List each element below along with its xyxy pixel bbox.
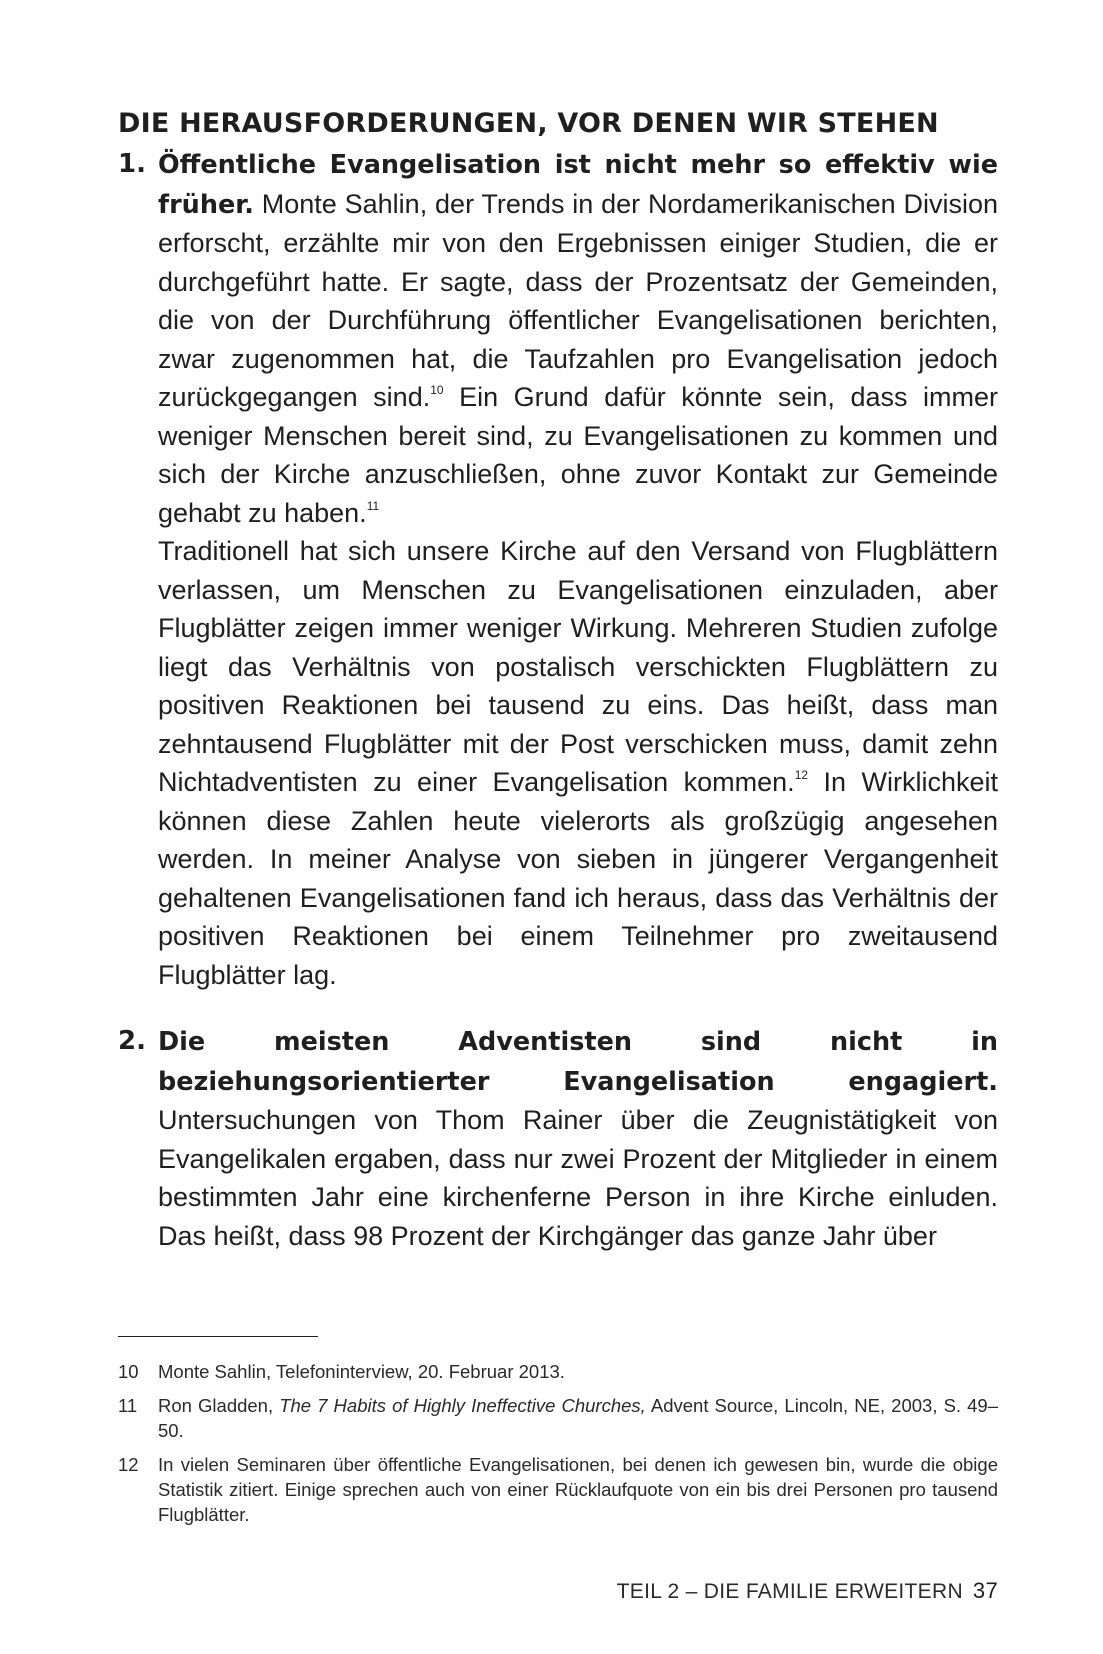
footnote-number: 12	[118, 1454, 139, 1475]
footnote-ref[interactable]: 10	[430, 383, 444, 397]
footnote-text	[158, 1393, 998, 1443]
list-item-number: 1.	[118, 149, 146, 179]
footnote-number: 11	[118, 1395, 138, 1416]
paragraph	[158, 532, 998, 994]
running-head: TEIL 2 – DIE FAMILIE ERWEITERN	[616, 1580, 963, 1603]
page-number: 37	[972, 1578, 998, 1603]
paragraph-text: Monte Sahlin, der Trends in der Nordamerikanischen Division erforscht, erzählte mir von den Ergebnissen einiger Studien, die er durchgeführt hatte. Er sagte, dass der Prozentsatz der Gemeinden, die von der Durchführung öffentlicher Evangelisationen berichten, zwar zugenommen hat, die Taufzahlen pro Evangelisation jedoch zurückgegangen sind.	[158, 188, 998, 412]
footnote-ref[interactable]: 12	[794, 768, 809, 782]
footnote-ref[interactable]: 11	[366, 498, 380, 513]
list-item-1	[118, 145, 998, 994]
list-item-body	[158, 1022, 998, 1255]
paragraph	[158, 145, 998, 532]
footnote-text-part: Advent Source, Lincoln, NE, 2003, S. 49–50.	[158, 1395, 998, 1441]
list-item-number: 2.	[118, 1026, 146, 1056]
section-heading: DIE HERAUSFORDERUNGEN, VOR DENEN WIR STEHEN	[118, 108, 939, 139]
paragraph-text: Untersuchungen von Thom Rainer über die Zeugnistätigkeit von Evangelikalen ergaben, dass nur zwei Prozent der Mitglieder in einem bestimmten Jahr eine kirchenferne Person in ihre Kirche einluden. Das heißt, dass 98 Prozent der Kirchgänger das ganze Jahr über	[158, 1105, 998, 1251]
book-title: The 7 Habits of Highly Ineffective Churches,	[279, 1395, 646, 1416]
list-item-lead: Öffentliche Evangelisation ist nicht mehr so effektiv wie früher.	[158, 150, 998, 220]
footnote	[118, 1452, 998, 1527]
footnote-number: 10	[118, 1361, 139, 1382]
footnote	[118, 1359, 998, 1384]
footnotes	[118, 1359, 998, 1536]
paragraph-text: Traditionell hat sich unsere Kirche auf den Versand von Flugblättern verlassen, um Menschen zu Evangelisationen einzuladen, aber Flugblätter zeigen immer weniger Wirkung. Mehreren Studien zufolge liegt das Verhältnis von postalisch verschickten Flugblättern zu positiven Reaktionen bei tausend zu eins. Das heißt, dass man zehntausend Flugblätter mit der Post verschicken muss, damit zehn Nichtadventisten zu einer Evangelisation kommen.	[158, 536, 998, 797]
list-item-body	[158, 145, 998, 994]
footnote-text-part: Ron Gladden,	[158, 1395, 280, 1416]
footnote	[118, 1393, 998, 1443]
footnote-text: Monte Sahlin, Telefoninterview, 20. Februar 2013.	[158, 1361, 565, 1382]
page-footer	[617, 1578, 998, 1604]
list-item-2	[118, 1022, 998, 1255]
list-item-lead: Die meisten Adventisten sind nicht in beziehungsorientierter Evangelisation engagiert.	[158, 1027, 998, 1097]
footnote-text: In vielen Seminaren über öffentliche Evangelisationen, bei denen ich gewesen bin, wurde die obige Statistik zitiert. Einige sprechen auch von einer Rücklaufquote von ein bis drei Personen pro tausend Flugblätter.	[158, 1454, 998, 1525]
paragraph	[158, 1022, 998, 1255]
paragraph-text: In Wirklichkeit können diese Zahlen heute vielerorts als großzügig angesehen werden. In meiner Analyse von sieben in jüngerer Vergangenheit gehaltenen Evangelisationen fand ich heraus, dass das Verhältnis der positiven Reaktionen bei einem Teilnehmer pro zweitausend Flugblätter lag.	[158, 767, 998, 990]
paragraph-text: Ein Grund dafür könnte sein, dass immer weniger Menschen bereit sind, zu Evangelisationen zu kommen und sich der Kirche anzuschließen, ohne zuvor Kontakt zur Gemeinde gehabt zu haben.	[158, 382, 999, 528]
footnote-divider	[118, 1336, 318, 1337]
